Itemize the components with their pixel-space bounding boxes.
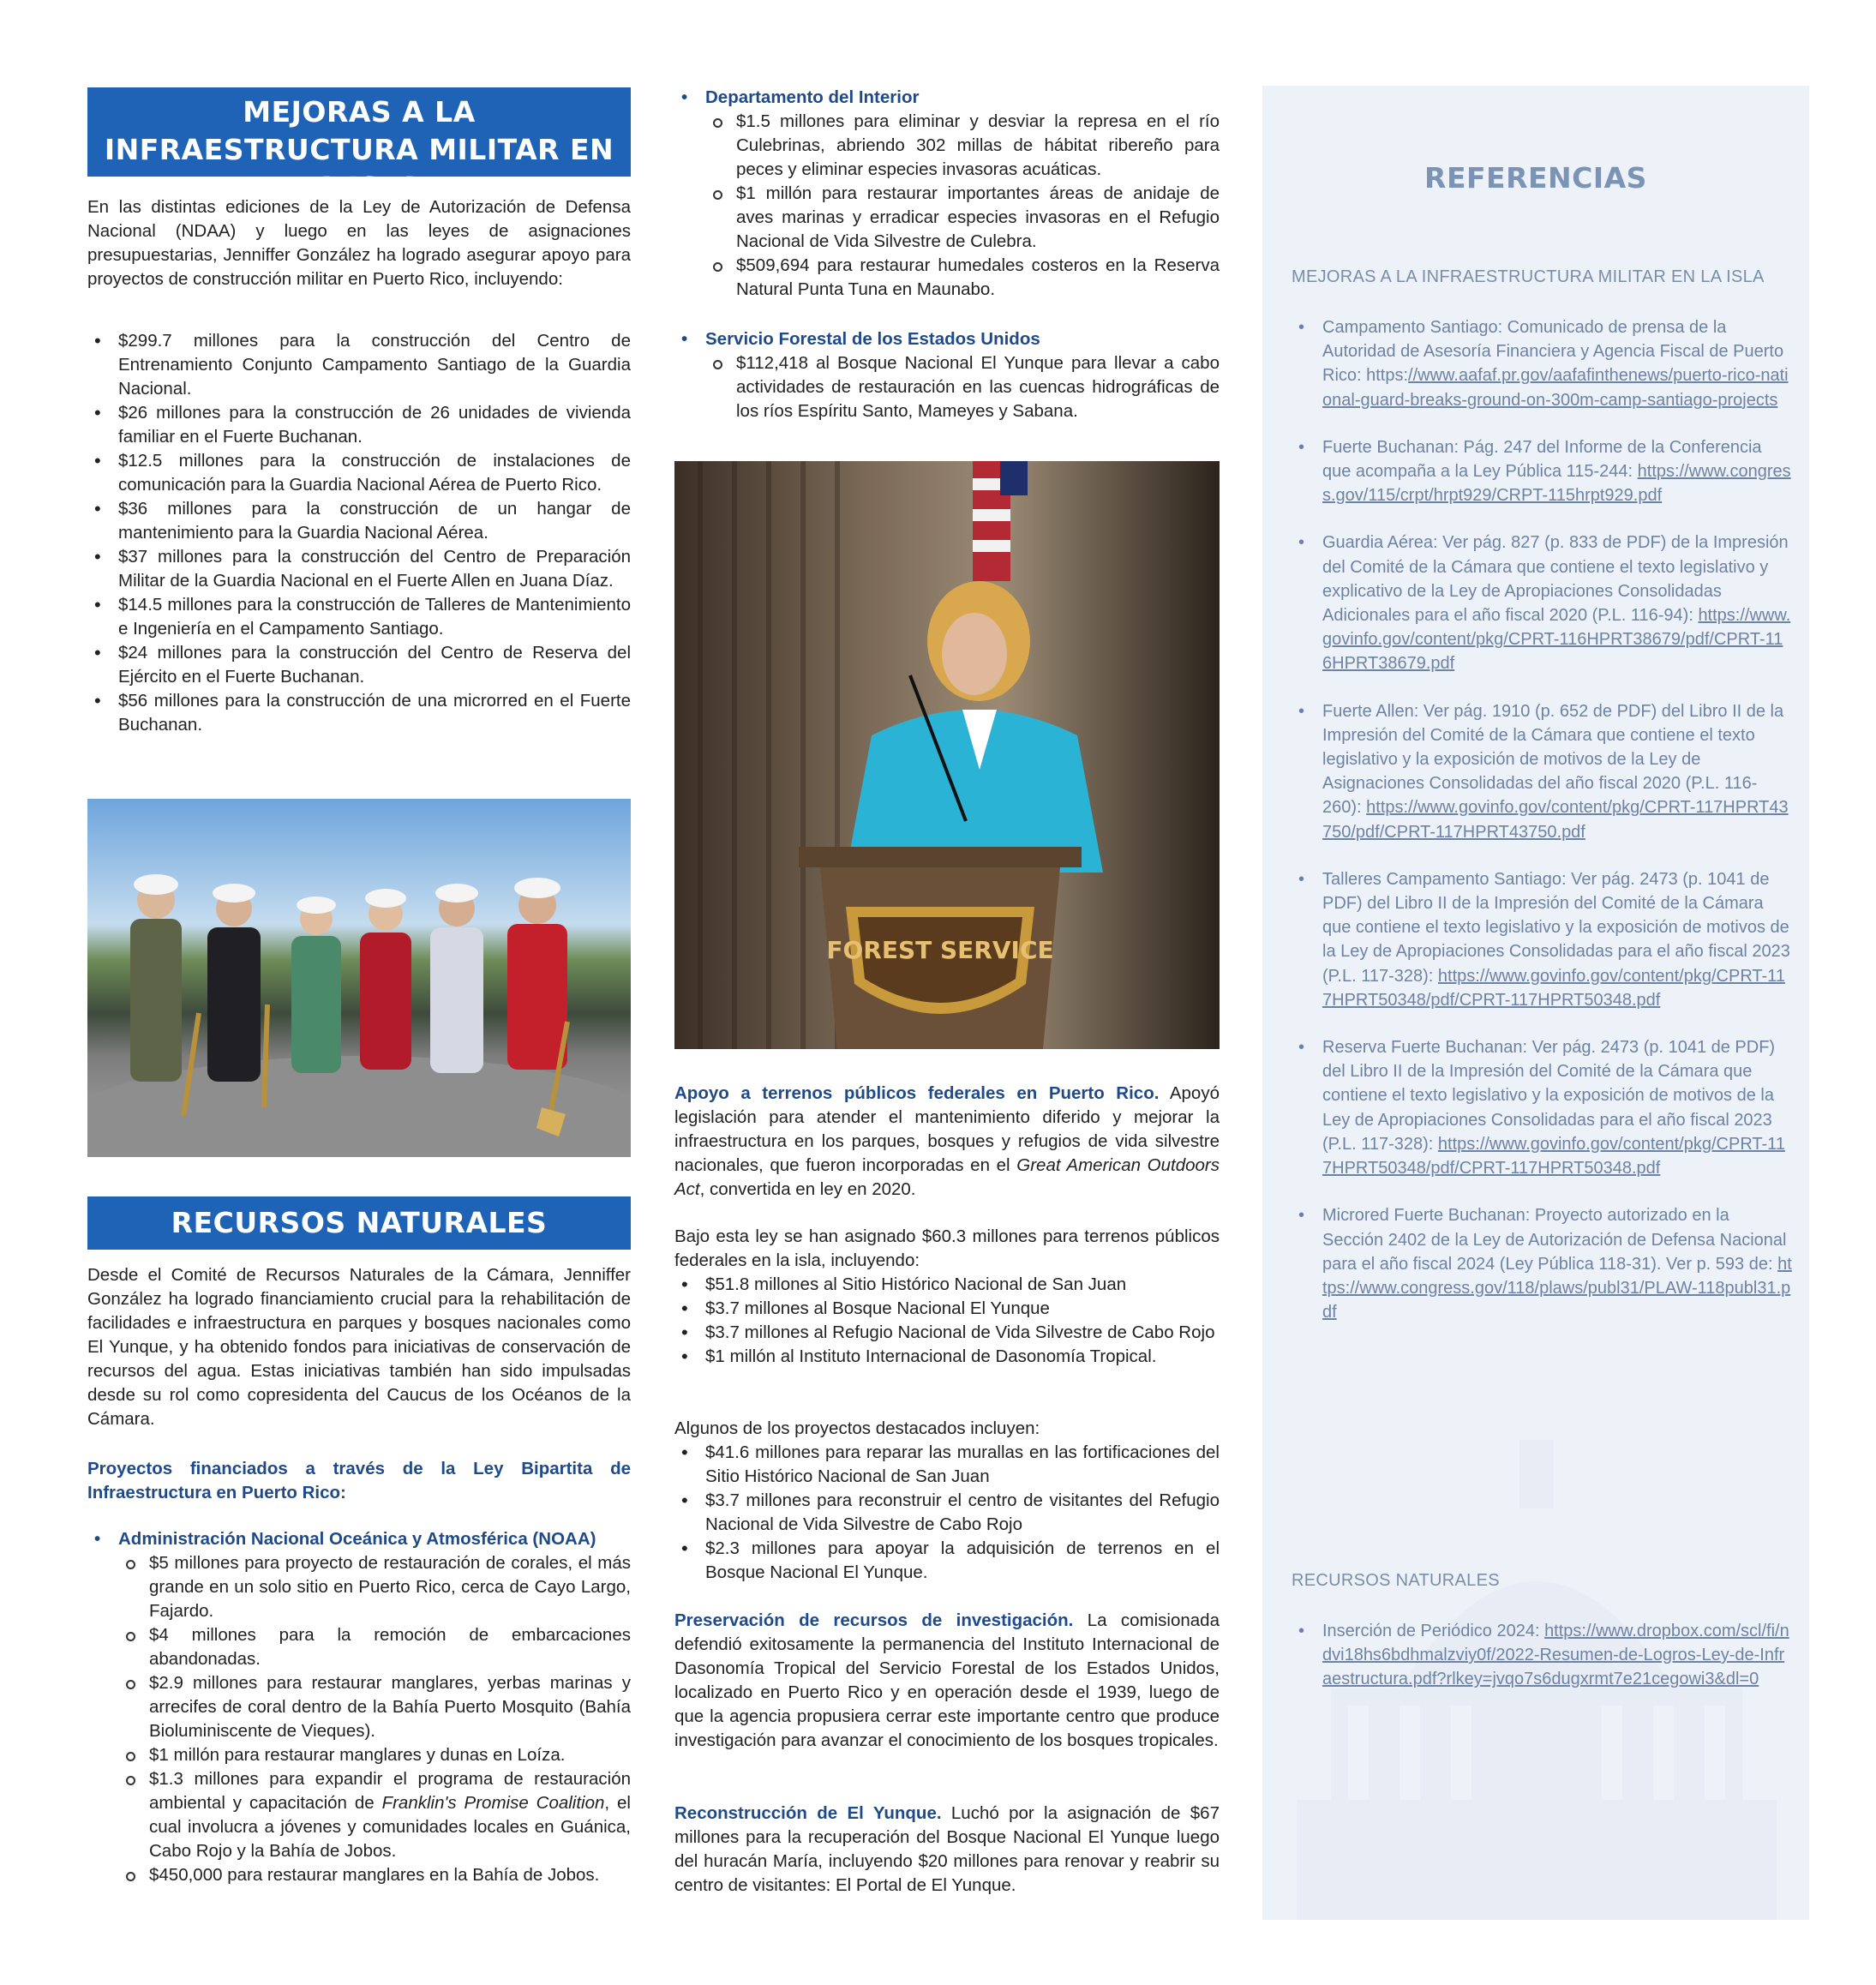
yunque-text: Luchó por la asignación de $67 millones para la recuperación del Bosque Nacional El Yunque luego del huracán María, incluyendo $20 millones para renovar y reabrir su centro de visitantes: El Portal de El Yunque. [674,1803,1220,1895]
assigned-intro: Bajo esta ley se han asignado $60.3 millones para terrenos públicos federales en la isla, incluyendo: [674,1226,1220,1270]
list-item: • $37 millones para la construcción del Centro de Preparación Militar de la Guardia Nacional en el Fuerte Allen en Juana Díaz. [87,545,631,593]
list-item: $1 millón para restaurar importantes áreas de anidaje de aves marinas y erradicar especies invasoras en el Refugio Nacional de Vida Silvestre de Culebra. [705,182,1220,254]
reference-text: Talleres Campamento Santiago: Ver pág. 2473 (p. 1041 de PDF) del Libro II de la Impresión del Comité de la Cámara que contiene el texto legislativo y la exposición de motivos de la Ley de Apropiaciones Consolidadas para el año fiscal 2023 (P.L. 117-328): [1322,869,1790,986]
list-item: • $3.7 millones al Refugio Nacional de Vida Silvestre de Cabo Rojo [674,1321,1220,1345]
references-list-natural [1292,1619,1792,1715]
groundbreaking-photo [87,799,631,1157]
highlight-list [674,1441,1220,1585]
highlight-intro: Algunos de los proyectos destacados incluyen: [674,1418,1040,1438]
bipartisan-heading: Proyectos financiados a través de la Ley Bipartita de Infraestructura en Puerto Rico: [87,1459,631,1502]
list-item: • $2.3 millones para apoyar la adquisición de terrenos en el Bosque Nacional El Yunque. [674,1537,1220,1585]
yunque-paragraph [674,1802,1220,1898]
references-panel [1262,86,1809,1920]
reference-text: Guardia Aérea: Ver pág. 827 (p. 833 de PDF) de la Impresión del Comité de la Cámara que contiene el texto legislativo y explicativo de la Ley de Apropiaciones Consolidadas Adicionales para el año fiscal 2020 (P.L. 116-94): [1322,533,1789,626]
list-item: $1 millón para restaurar manglares y dunas en Loíza. [118,1743,631,1767]
list-item: • $24 millones para la construcción del Centro de Reserva del Ejército en el Fuerte Buchanan. [87,641,631,689]
list-item: • $51.8 millones al Sitio Histórico Nacional de San Juan [674,1273,1220,1297]
list-item: • $3.7 millones al Bosque Nacional El Yunque [674,1297,1220,1321]
list-item: $1.5 millones para eliminar y desviar la represa en el río Culebrinas, abriendo 302 millas de hábitat ribereño para peces y eliminar especies invasoras acuáticas. [705,110,1220,182]
list-item: • $36 millones para la construcción de un hangar de mantenimiento para la Guardia Nacional Aérea. [87,497,631,545]
reference-text: Fuerte Allen: Ver pág. 1910 (p. 652 de PDF) del Libro II de la Impresión del Comité de la Cámara que contiene el texto legislativo y la exposición de motivos de la Ley de Asignaciones Consolidadas del año fiscal 2020 (P.L. 116-260): [1322,701,1784,818]
interior-block [674,86,1220,302]
reference-link[interactable]: https://www.congress.gov/115/crpt/hrpt929/CRPT-115hrpt929.pdf [1322,462,1791,506]
references-section-military: MEJORAS A LA INFRAESTRUCTURA MILITAR EN LA ISLA [1292,267,1765,286]
list-item: $2.9 millones para restaurar manglares, yerbas marinas y arrecifes de coral dentro de la Bahía Puerto Mosquito (Bahía Bioluminiscente de Vieques). [118,1671,631,1743]
reference-item [1292,435,1792,508]
reference-prefix: https: [1366,366,1409,386]
military-list [87,329,631,737]
military-intro: En las distintas ediciones de la Ley de Autorización de Defensa Nacional (NDAA) y luego en las leyes de asignaciones presupuestarias, Jenniffer González ha logrado asegurar apoyo para proyectos de construcción militar en Puerto Rico, incluyendo: [87,197,631,289]
reference-link[interactable]: //www.aafaf.pr.gov/aafafinthenews/puerto-rico-national-guard-breaks-ground-on-300m-camp-santiago-projects [1322,366,1789,410]
section-banner-natural: RECURSOS NATURALES [87,1196,631,1250]
research-paragraph [674,1609,1220,1753]
reference-item [1292,531,1792,675]
reference-text: Campamento Santiago: Comunicado de prensa de la Autoridad de Asesoría Financiera y Agencia Fiscal de Puerto Rico: [1322,318,1784,386]
noaa-item5-em: Franklin's Promise Coalition [381,1793,605,1813]
list-item: • $12.5 millones para la construcción de instalaciones de comunicación para la Guardia Nacional Aérea de Puerto Rico. [87,449,631,497]
list-item [118,1767,631,1863]
reference-link[interactable]: https://www.govinfo.gov/content/pkg/CPRT-117HPRT50348/pdf/CPRT-117HPRT50348.pdf [1322,966,1785,1010]
list-item: • $1 millón al Instituto Internacional de Dasonomía Tropical. [674,1345,1220,1369]
reference-item [1292,867,1792,1012]
support-paragraph [674,1082,1220,1202]
research-text: La comisionada defendió exitosamente la permanencia del Instituto Internacional de Dasonomía Tropical del Servicio Forestal de los Estados Unidos, localizado en Puerto Rico y en operación desde el 1939, luego de que la agencia propusiera cerrar este importante centro que produce investigación para avanzar el conocimiento de los bosques tropicales. [674,1610,1220,1750]
list-item: $112,418 al Bosque Nacional El Yunque para llevar a cabo actividades de restauración en las cuencas hidrográficas de los ríos Espíritu Santo, Mameyes y Sabana. [705,351,1220,423]
list-item: $450,000 para restaurar manglares en la Bahía de Jobos. [118,1863,631,1887]
list-item: • $299.7 millones para la construcción del Centro de Entrenamiento Conjunto Campamento Santiago de la Guardia Nacional. [87,329,631,401]
reference-item [1292,1619,1792,1692]
list-item: • $56 millones para la construcción de una microrred en el Fuerte Buchanan. [87,689,631,737]
natural-intro: Desde el Comité de Recursos Naturales de la Cámara, Jenniffer González ha logrado financiamiento crucial para la rehabilitación de facilidades e infraestructura en parques y bosques nacionales como El Yunque, y ha obtenido fondos para iniciativas de conservación de recursos del agua. Estas iniciativas también han sido impulsadas desde su rol como copresidenta del Caucus de los Océanos de la Cámara. [87,1265,631,1429]
list-item: $509,694 para restaurar humedales costeros en la Reserva Natural Punta Tuna en Maunabo. [705,254,1220,302]
forest-list [674,351,1220,423]
interior-list [674,110,1220,302]
support-text-b: , convertida en ley en 2020. [699,1179,916,1199]
support-text-a: Apoyó legislación para atender el mantenimiento diferido y mejorar la infraestructura en los parques, bosques y refugios de vida silvestre nacionales, que fueron incorporadas en el [674,1083,1220,1175]
list-item: • $41.6 millones para reparar las murallas en las fortificaciones del Sitio Histórico Nacional de San Juan [674,1441,1220,1489]
groundbreaking-illustration [87,799,631,1157]
references-list-military [1292,315,1792,1347]
reference-item [1292,1203,1792,1324]
reference-link[interactable]: https://www.congress.gov/118/plaws/publ31/PLAW-118publ31.pdf [1322,1254,1792,1322]
references-section-natural: RECURSOS NATURALES [1292,1571,1500,1590]
reference-item [1292,1035,1792,1180]
podium-illustration [674,461,1220,1049]
reference-text: Microred Fuerte Buchanan: Proyecto autorizado en la Sección 2402 de la Ley de Autorización de Defensa Nacional para el año fiscal 2024 (Ley Pública 118-31). Ver p. 593 de: [1322,1206,1787,1274]
assigned-list [674,1273,1220,1369]
reference-text: Fuerte Buchanan: Pág. 247 del Informe de la Conferencia que acompaña a la Ley Pública 115-244: [1322,437,1762,482]
reference-link[interactable]: https://www.govinfo.gov/content/pkg/CPRT-117HPRT43750/pdf/CPRT-117HPRT43750.pdf [1322,798,1789,842]
noaa-item5-a: $1.3 millones para expandir el programa de restauración ambiental y capacitación de [149,1769,631,1813]
list-item: $4 millones para la remoción de embarcaciones abandonadas. [118,1623,631,1671]
reference-item [1292,315,1792,412]
reference-link[interactable]: https://www.govinfo.gov/content/pkg/CPRT-116HPRT38679/pdf/CPRT-116HPRT38679.pdf [1322,606,1791,674]
noaa-block [87,1527,631,1887]
interior-label: • Departamento del Interior [674,86,1220,110]
list-item: • $3.7 millones para reconstruir el centro de visitantes del Refugio Nacional de Vida Silvestre de Cabo Rojo [674,1489,1220,1537]
research-lead: Preservación de recursos de investigación. [674,1610,1074,1630]
reference-text: Reserva Fuerte Buchanan: Ver pág. 2473 (p. 1041 de PDF) del Libro II de la Impresión del Comité de la Cámara que contiene el texto legislativo y la exposición de motivos de la Ley de Apropiaciones Consolidadas para el año fiscal 2023 (P.L. 117-328): [1322,1038,1776,1154]
forest-label: • Servicio Forestal de los Estados Unidos [674,327,1220,351]
podium-photo [674,461,1220,1049]
reference-link[interactable]: https://www.govinfo.gov/content/pkg/CPRT-117HPRT50348/pdf/CPRT-117HPRT50348.pdf [1322,1134,1785,1178]
reference-text: Inserción de Periódico 2024: [1322,1622,1545,1640]
noaa-label: • Administración Nacional Oceánica y Atmosférica (NOAA) [87,1527,631,1551]
forest-service-sign: FOREST SERVICE [826,936,1054,964]
reference-item [1292,699,1792,844]
references-title: REFERENCIAS [1424,161,1647,195]
reference-link[interactable]: https://www.dropbox.com/scl/fi/ndvi18hs6bdhmalzviy0f/2022-Resumen-de-Logros-Ley-de-Infraestructura.pdf?rlkey=jvqo7s6dugxrmt7e21cegowi3&dl=0 [1322,1622,1789,1689]
noaa-item5-b: , el cual involucra a jóvenes y comunidades locales en Guánica, Cabo Rojo y la Bahía de Jobos. [149,1793,631,1861]
list-item: $5 millones para proyecto de restauración de corales, el más grande en un solo sitio en Puerto Rico, cerca de Cayo Largo, Fajardo. [118,1551,631,1623]
support-lead: Apoyo a terrenos públicos federales en Puerto Rico. [674,1083,1160,1103]
section-banner-military: MEJORAS A LA INFRAESTRUCTURA MILITAR EN LA ISLA [87,87,631,177]
yunque-lead: Reconstrucción de El Yunque. [674,1803,942,1823]
forest-block [674,327,1220,423]
support-text-em: Great American Outdoors Act [674,1155,1220,1199]
list-item: • $26 millones para la construcción de 26 unidades de vivienda familiar en el Fuerte Buchanan. [87,401,631,449]
list-item: • $14.5 millones para la construcción de Talleres de Mantenimiento e Ingeniería en el Campamento Santiago. [87,593,631,641]
noaa-list [87,1551,631,1887]
